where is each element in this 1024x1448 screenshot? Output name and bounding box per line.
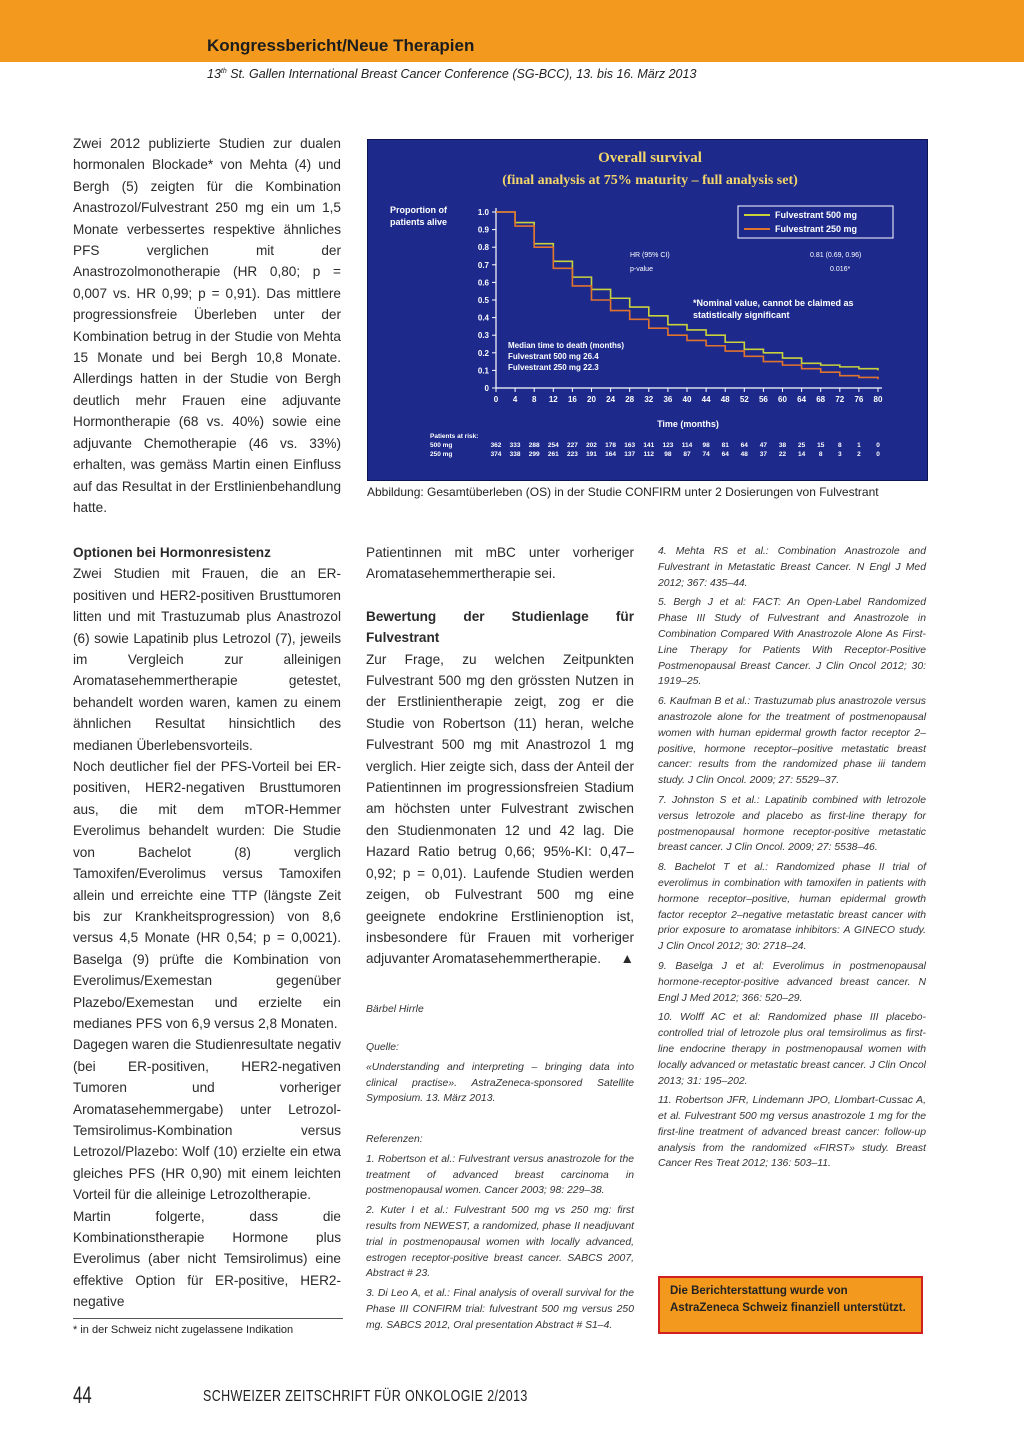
reference-item: 11. Robertson JFR, Lindemann JPO, Llombart-Cussac A, et al. Fulvestrant 500 mg versus anastrozole 1 mg for the first-line treatment of advanced breast cancer: follow-up analysis from the randomized «FIRST» study. Breast Cancer Res Treat 2012; 136: 503–11. (658, 1095, 926, 1170)
x-tick-label: 32 (644, 395, 654, 404)
risk-value: 227 (566, 442, 578, 449)
risk-value: 114 (681, 442, 693, 449)
p-label: p-value (630, 266, 653, 273)
x-tick-label: 20 (587, 395, 596, 404)
reference-item: 6. Kaufman B et al.: Trastuzumab plus anastrozole versus anastrozole alone for the treatment of postmenopausal women with human epidermal growth factor receptor 2–positive, hormone receptor–positive metastatic breast cancer: results from the randomized phase iii tandem study. J Clin Oncol. 2009; 27: 5529–37. (658, 696, 926, 787)
section-heading: Bewertung der Studienlage für Fulvestrant (366, 608, 634, 646)
paragraph: Patientinnen mit mBC unter vorheriger Aromatasehemmertherapie sei. (366, 545, 634, 582)
risk-value: 38 (778, 442, 787, 449)
y-tick-label: 0 (484, 384, 489, 393)
header-bar (0, 0, 1024, 62)
x-tick-label: 4 (512, 395, 518, 404)
footnote-divider (73, 1318, 343, 1319)
nominal-note-1: *Nominal value, cannot be claimed as (693, 298, 854, 308)
risk-value: 112 (643, 451, 655, 458)
paragraph: Martin folgerte, dass die Kombinationstherapie Hormone plus Everolimus (aber nicht Temsirolimus) eine effektive Option für ER-positive, HER2-negative (73, 1208, 341, 1310)
risk-value: 1 (857, 442, 861, 449)
risk-value: 15 (817, 442, 825, 449)
reference-item: 10. Wolff AC et al: Randomized phase III placebo-controlled trial of letrozole plus oral temsirolimus as first-line endocrine therapy in postmenopausal women with locally advanced or metastatic breast cancer. J Clin Oncol 2013; 31: 195–202. (658, 1012, 926, 1087)
y-axis-label-2: patients alive (390, 217, 448, 227)
risk-value: 137 (624, 451, 636, 458)
y-tick-label: 0.6 (477, 278, 489, 288)
risk-value: 98 (702, 442, 710, 449)
risk-value: 64 (721, 451, 729, 458)
y-tick-label: 0.8 (477, 243, 489, 253)
x-tick-label: 76 (854, 395, 864, 404)
section-heading: Optionen bei Hormonresistenz (73, 545, 271, 560)
risk-value: 261 (547, 451, 559, 458)
column-2 (366, 542, 634, 970)
reference-item: 1. Robertson et al.: Fulvestrant versus anastrozole for the treatment of advanced breast carcinoma in postmenopausal women. Cancer 2003; 98: 229–38. (366, 1153, 634, 1197)
risk-value: 98 (664, 451, 672, 458)
paragraph (366, 649, 634, 970)
risk-value: 8 (837, 442, 842, 449)
risk-value: 333 (509, 442, 521, 449)
reference-item: 2. Kuter I et al.: Fulvestrant 500 mg vs 250 mg: first results from NEWEST, a randomized, phase II neadjuvant trial in postmenopausal women with locally advanced, estrogen receptor-positive breast cancer. SABCS 2007, Abstract # 23. (366, 1205, 634, 1280)
risk-value: 48 (740, 451, 748, 458)
risk-value: 141 (643, 442, 655, 449)
risk-numbers (491, 442, 881, 458)
risk-value: 87 (683, 451, 691, 458)
risk-value: 362 (490, 442, 502, 449)
x-tick-label: 56 (758, 395, 768, 404)
median-title: Median time to death (months) (508, 341, 624, 350)
risk-label-250: 250 mg (430, 451, 453, 458)
references-2 (658, 544, 926, 1176)
paragraph-text: Zur Frage, zu welchen Zeitpunkten Fulvestrant 500 mg den grössten Nutzen in der Erstlinientherapie zeigt, zog er die Studie von Robertson (11) heran, welche Fulvestrant 500 mg mit Anastrozol 1 mg verglich. Hier zeigte sich, dass der Anteil der Patientinnen im progressionsfreien Stadium am höchsten unter Fulvestrant zwischen den Studienmonaten 12 und 42 lag. Die Hazard Ratio betrug 0,66; 95%-KI: 0,47–0,92; p = 0,01). Laufende Studien werden zeigen, ob Fulvestrant 500 mg eine geeignete endokrine Erstlinienoption ist, insbesondere für Frauen mit vorheriger adjuvanter Aromatasehemmertherapie. (366, 651, 634, 967)
risk-value: 2 (857, 451, 861, 458)
risk-title: Patients at risk: (430, 433, 479, 440)
reference-item: 4. Mehta RS et al.: Combination Anastrozole and Fulvestrant in Metastatic Breast Cancer. N Engl J Med 2012; 367: 435–44. (658, 546, 926, 589)
x-tick-label: 24 (606, 395, 616, 404)
risk-value: 47 (759, 442, 768, 449)
y-tick-label: 0.4 (477, 313, 489, 323)
author: Bärbel Hirrle (366, 1004, 424, 1015)
page-number: 44 (73, 1382, 92, 1409)
source-label: Quelle: (366, 1042, 399, 1053)
x-tick-label: 60 (778, 395, 787, 404)
risk-value: 64 (740, 442, 748, 449)
footnote: * in der Schweiz nicht zugelassene Indikation (73, 1324, 294, 1336)
risk-value: 3 (837, 451, 842, 458)
y-tick-label: 0.5 (477, 296, 489, 305)
x-tick-label: 72 (835, 395, 845, 404)
nominal-note-2: statistically significant (693, 310, 790, 320)
column-1-top (73, 133, 341, 518)
y-tick-label: 0.9 (477, 225, 489, 235)
y-tick-label: 0.1 (477, 366, 489, 376)
paragraph: Noch deutlicher fiel der PFS-Vorteil bei ER-positiven, HER2-negativen Brusttumoren aus, die mit dem mTOR-Hemmer Everolimus behandelt wurden: Die Studie von Bachelot (8) verglich Tamoxifen/Everolimus versus Tamoxifen allein und erreichte eine TTP (längste Zeit bis zur Krankheitsprogression) von 8,6 versus 4,5 Monate (HR 0,54; p = 0,0021). Baselga (9) prüfte die Kombination von Everolimus/Exemestan gegenüber Plazebo/Exemestan und erzielte ein medianes PFS von 6,9 versus 2,8 Monaten. (73, 759, 341, 1031)
reference-item: 5. Bergh J et al: FACT: An Open-Label Randomized Phase III Study of Fulvestrant and Anastrozole in Combination Compared With Anastrozole Alone As First-Line Therapy for Patients With Receptor-Positive Postmenopausal Breast Cancer. J Clin Oncol 2012; 30: 1919–25. (658, 597, 926, 688)
p-value: 0.016* (830, 266, 851, 273)
risk-value: 191 (586, 451, 597, 458)
paragraph: Zwei Studien mit Frauen, die an ER-positiven und HER2-positiven Brusttumoren litten und mit Trastuzumab plus Anastrozol (6) sowie Lapatinib plus Letrozol (7), jeweils im Vergleich zur alleinigen Aromatasehemmertherapie getestet, behandelt worden waren, kamen zu einem ähnlichen Resultat hinsichtlich des medianen Überlebensvorteils. (73, 566, 341, 753)
risk-value: 14 (797, 451, 806, 458)
paragraph: Dagegen waren die Studienresultate negativ (bei ER-positiven, HER2-negativen Tumoren und vorheriger Aromatasehemmergabe) unter Letrozol-Temsirolimus-Kombination versus Letrozol/Plazebo: Wolf (10) erzielte ein etwa gleiches PFS (HR 0,90) mit einem leichten Vorteil für die alleinige Letrozoltherapie. (73, 1037, 341, 1203)
risk-value: 299 (528, 451, 540, 458)
hr-value: 0.81 (0.69, 0.96) (810, 252, 862, 259)
x-tick-label: 8 (531, 395, 537, 404)
risk-value: 123 (662, 442, 674, 449)
x-axis-label: Time (months) (657, 419, 719, 429)
risk-value: 202 (586, 442, 597, 449)
spacer (366, 585, 634, 606)
chart-svg (368, 140, 927, 480)
y-tick-label: 1.0 (477, 208, 489, 217)
reference-item: 8. Bachelot T et al.: Randomized phase II trial of everolimus in combination with tamoxifen in patients with hormone receptor–positive, human epidermal growth factor receptor 2–negative metastatic breast cancer with prior exposure to aromatase inhibitors: A GINECO study. J Clin Oncol 2012; 30: 2718–24. (658, 862, 926, 953)
paragraph: Zwei 2012 publizierte Studien zur dualen hormonalen Blockade* von Mehta (4) und Bergh (5) zeigten für die Kombination Anastrozol/Fulvestrant 250 mg ein um 1,5 Monate verbessertes respektive ähnliches PFS verglichen mit der Anastrozolmonotherapie (HR 0,80; p = 0,007 vs. HR 0,99; p = 0,91). Das mittlere progressionsfreie Überleben unter der Kombination betrug in der Studie von Mehta 15 Monate und bei Bergh 10,8 Monate. Allerdings hatten in der Studie von Bergh deutlich mehr Frauen eine adjuvante Hormontherapie (68 vs. 40%) sowie eine adjuvante Chemotherapie (46 vs. 33%) erhalten, was gemäss Martin einen Einfluss auf das Resultat in der Erstlinienbehandlung hatte. (73, 136, 341, 515)
funding-box: Die Berichterstattung wurde von AstraZeneca Schweiz finanziell unterstützt. (658, 1276, 923, 1334)
risk-value: 338 (509, 451, 521, 458)
source-text: «Understanding and interpreting – bringing data into clinical practise». AstraZeneca-sponsored Satellite Symposium. 13. März 2013. (366, 1061, 634, 1105)
median-500: Fulvestrant 500 mg 26.4 (508, 352, 599, 361)
hr-label: HR (95% CI) (630, 252, 670, 259)
reference-item: 9. Baselga J et al: Everolimus in postmenopausal hormone-receptor-positive advanced breast cancer. N Engl J Med 2012; 366: 520–29. (658, 960, 926, 1004)
chart-title: Overall survival (598, 150, 702, 166)
end-mark-icon: ▲ (620, 951, 634, 967)
risk-value: 8 (818, 451, 823, 458)
x-tick-label: 68 (816, 395, 826, 404)
x-tick-label: 12 (548, 395, 558, 404)
risk-value: 163 (624, 442, 636, 449)
x-tick-label: 36 (663, 395, 673, 404)
references-label: Referenzen: (366, 1134, 423, 1145)
x-tick-label: 80 (873, 395, 883, 404)
x-tick-label: 40 (682, 395, 692, 404)
chart-subtitle: (final analysis at 75% maturity – full analysis set) (502, 173, 798, 188)
y-tick-label: 0.3 (477, 331, 489, 341)
overall-survival-chart (367, 139, 928, 481)
x-tick-label: 48 (720, 395, 730, 404)
x-tick-label: 52 (739, 395, 749, 404)
risk-value: 178 (605, 442, 617, 449)
risk-value: 254 (547, 442, 559, 449)
risk-value: 0 (876, 451, 880, 458)
journal-name: SCHWEIZER ZEITSCHRIFT FÜR ONKOLOGIE 2/2013 (203, 1388, 528, 1405)
references-1 (366, 1132, 634, 1338)
risk-value: 81 (721, 442, 729, 449)
risk-label-500: 500 mg (430, 442, 453, 449)
source-block (366, 1040, 634, 1111)
risk-value: 374 (490, 451, 502, 458)
column-1-bottom (73, 542, 341, 1313)
y-tick-label: 0.2 (477, 348, 489, 358)
figure-caption: Abbildung: Gesamtüberleben (OS) in der Studie CONFIRM unter 2 Dosierungen von Fulvestrant (367, 485, 879, 499)
risk-value: 288 (528, 442, 540, 449)
risk-value: 25 (797, 442, 806, 449)
x-tick-label: 44 (701, 395, 711, 404)
risk-value: 223 (566, 451, 578, 458)
x-tick-label: 0 (493, 395, 499, 404)
risk-value: 0 (876, 442, 880, 449)
reference-item: 7. Johnston S et al.: Lapatinib combined with letrozole versus letrozole and placebo as first-line therapy for postmenopausal hormone receptor-positive metastatic breast cancer. J Clin Oncol. 2009; 27: 5538–46. (658, 794, 926, 854)
x-tick-label: 28 (625, 395, 635, 404)
risk-value: 22 (778, 451, 787, 458)
legend-label-500: Fulvestrant 500 mg (775, 210, 858, 220)
risk-value: 164 (605, 451, 617, 458)
section-title: Kongressbericht/Neue Therapien (207, 36, 475, 55)
legend-label-250: Fulvestrant 250 mg (775, 224, 858, 234)
conference-subtitle: 13th St. Gallen International Breast Cancer Conference (SG-BCC), 13. bis 16. März 2013 (207, 67, 697, 81)
risk-value: 74 (702, 451, 710, 458)
y-tick-label: 0.7 (477, 260, 489, 270)
reference-item: 3. Di Leo A, et al.: Final analysis of overall survival for the Phase III CONFIRM trial: fulvestrant 500 mg versus 250 mg. SABCS 2012, Oral presentation Abstract # S1–4. (366, 1288, 634, 1331)
x-tick-label: 64 (797, 395, 807, 404)
y-axis-label-1: Proportion of (390, 205, 447, 215)
risk-value: 37 (759, 451, 768, 458)
x-tick-label: 16 (567, 395, 577, 404)
median-250: Fulvestrant 250 mg 22.3 (508, 363, 599, 372)
